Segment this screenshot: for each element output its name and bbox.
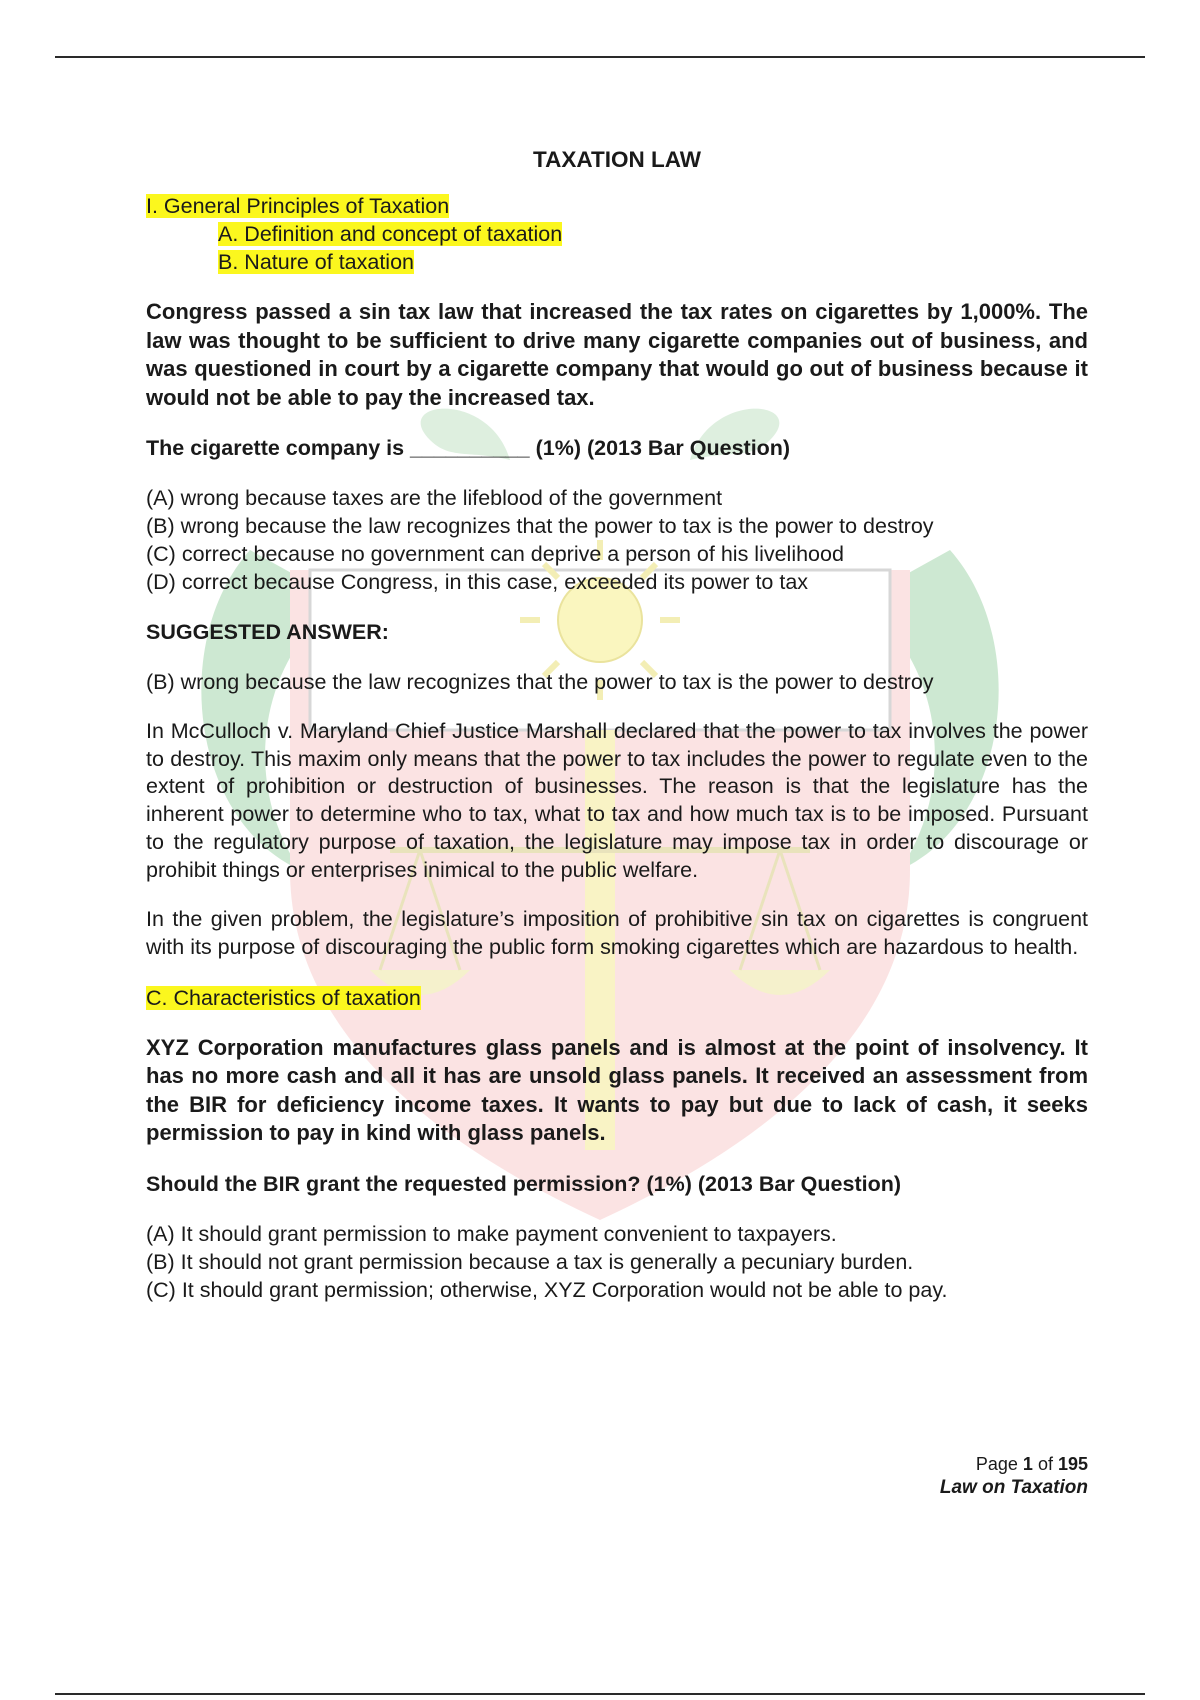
q1-choices — [146, 484, 1088, 596]
page-footer — [940, 1452, 1088, 1500]
section-c-heading: C. Characteristics of taxation — [146, 985, 421, 1010]
suggested-answer-heading: SUGGESTED ANSWER: — [146, 620, 389, 644]
explanation-paragraph-2: In the given problem, the legislature’s imposition of prohibitive sin tax on cigarettes is congruent with its purpose of discouraging the public form smoking cigarettes which are hazardous to health. — [146, 907, 1088, 959]
page-number: Page 1 of 195 — [975, 1454, 1088, 1474]
q2-choice-a: (A) It should grant permission to make payment convenient to taxpayers. — [146, 1221, 837, 1246]
suggested-answer: (B) wrong because the law recognizes that the power to tax is the power to destroy — [146, 670, 934, 694]
q2-facts: XYZ Corporation manufactures glass panels and is almost at the point of insolvency. It has no more cash and all it has are unsold glass panels. It received an assessment from the BIR for deficiency income taxes. It wants to pay but due to lack of cash, it seeks permission to pay in kind with glass panels. — [146, 1034, 1088, 1146]
q1-choice-d: (D) correct because Congress, in this case, exceeded its power to tax — [146, 570, 809, 594]
bottom-rule — [55, 1693, 1145, 1695]
section-i-heading: I. General Principles of Taxation — [146, 194, 450, 218]
outline — [146, 192, 1088, 276]
top-rule — [55, 56, 1145, 58]
q1-choice-c: (C) correct because no government can deprive a person of his livelihood — [146, 542, 844, 566]
q2-choices — [146, 1220, 1088, 1304]
q2-choice-b: (B) It should not grant permission because a tax is generally a pecuniary burden. — [146, 1249, 914, 1274]
explanation-paragraph-1: In McCulloch v. Maryland Chief Justice Marshall declared that the power to tax involves the power to destroy. This maxim only means that the power to tax includes the power to regulate even to the extent of prohibition or destruction of businesses. The reason is that the legislature has the inherent power to determine who to tax, what to tax and how much tax is to be imposed. Pursuant to the regulatory purpose of taxation, the legislature may impose tax in order to discourage or prohibit things or enterprises inimical to the public welfare. — [146, 719, 1088, 882]
page-title: TAXATION LAW — [533, 147, 701, 172]
q1-facts: Congress passed a sin tax law that increased the tax rates on cigarettes by 1,000%. The law was thought to be sufficient to drive many cigarette companies out of business, and was questioned in court by a cigarette company that would go out of business because it would not be able to pay the increased tax. — [146, 299, 1088, 410]
q1-choice-b: (B) wrong because the law recognizes that the power to tax is the power to destroy — [146, 514, 934, 538]
document-body — [146, 140, 1088, 1304]
document-title-footer: Law on Taxation — [939, 1477, 1088, 1498]
item-b-heading: B. Nature of taxation — [218, 250, 414, 274]
q1-choice-a: (A) wrong because taxes are the lifeblood of the government — [146, 486, 723, 510]
q1-question: The cigarette company is __________ (1%) (2013 Bar Question) — [146, 436, 791, 460]
item-a-heading: A. Definition and concept of taxation — [218, 222, 563, 246]
q2-question: Should the BIR grant the requested permission? (1%) (2013 Bar Question) — [146, 1171, 902, 1196]
q2-choice-c: (C) It should grant permission; otherwise, XYZ Corporation would not be able to pay. — [146, 1277, 948, 1302]
